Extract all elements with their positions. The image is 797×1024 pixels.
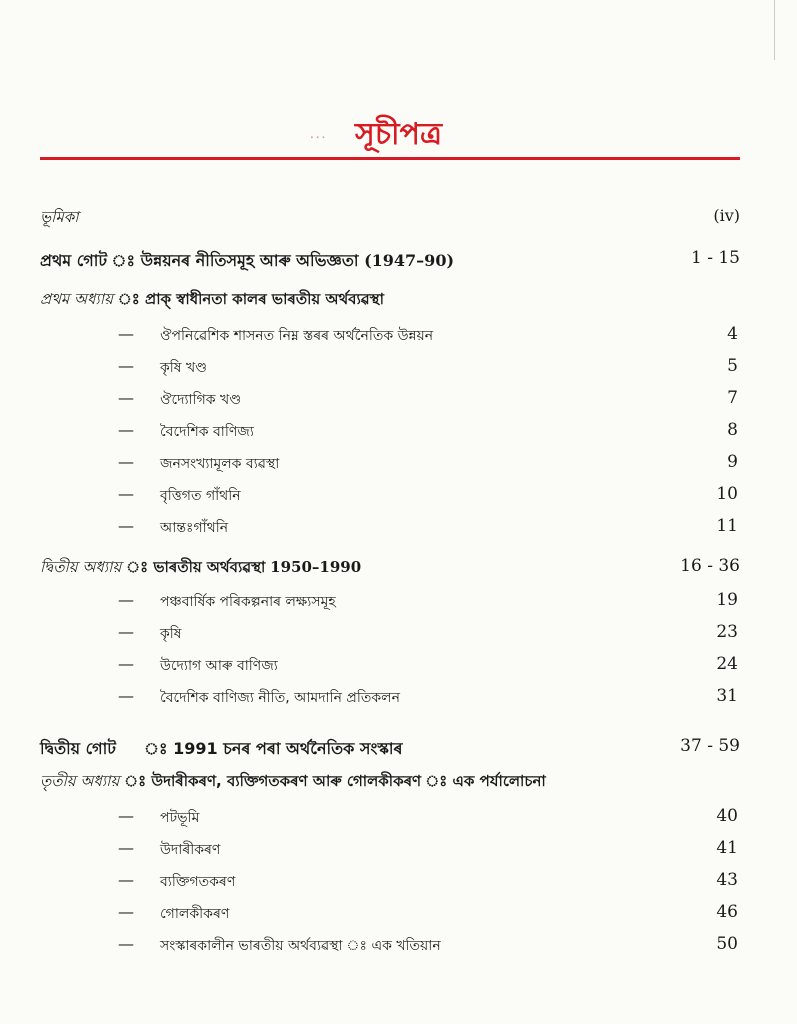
toc-item-label: বৃত্তিগত গাঁথনি (160, 488, 241, 504)
unit-years: (1947–90) (364, 251, 455, 270)
toc-item-label: গোলকীকৰণ (160, 906, 230, 922)
toc-chapter-3[interactable] (40, 770, 740, 798)
toc-item[interactable] (40, 388, 740, 416)
toc-item[interactable] (40, 420, 740, 448)
toc-item[interactable] (40, 686, 740, 714)
chapter-title: ঃ উদাৰীকৰণ, ব্যক্তিগতকৰণ আৰু গোলকীকৰণ ঃ এক পৰ্যালোচনা (124, 772, 546, 790)
dash-marker: — (118, 324, 134, 343)
title-decoration: ⸱⸱⸱ (310, 130, 328, 146)
toc-item-label: কৃষি খণ্ড (160, 360, 208, 376)
dash-marker: — (118, 452, 134, 471)
chapter-prefix: তৃতীয় অধ্যায় (40, 772, 120, 790)
toc-item[interactable] (40, 324, 740, 352)
toc-item-label: বৈদেশিক বাণিজ্য নীতি, আমদানি প্ৰতিকলন (160, 690, 400, 706)
toc-item-label: ব্যক্তিগতকৰণ (160, 874, 236, 890)
toc-item-label: উদ্যোগ আৰু বাণিজ্য (160, 658, 278, 674)
dash-marker: — (118, 622, 134, 641)
dash-marker: — (118, 356, 134, 375)
toc-item[interactable] (40, 356, 740, 384)
toc-entry-intro[interactable] (40, 206, 740, 234)
toc-item-page: 9 (727, 452, 738, 472)
toc-chapter-1[interactable] (40, 288, 740, 316)
toc-item[interactable] (40, 590, 740, 618)
toc-item-label: জনসংখ্যামূলক ব্যৱস্থা (160, 456, 280, 472)
toc-item[interactable] (40, 806, 740, 834)
toc-item-label: পঞ্চবাৰ্ষিক পৰিকল্পনাৰ লক্ষ্যসমূহ (160, 594, 336, 610)
toc-unit-1[interactable] (40, 248, 740, 276)
toc-item-page: 41 (716, 838, 738, 858)
toc-item[interactable] (40, 452, 740, 480)
toc-item[interactable] (40, 838, 740, 866)
chapter-prefix: প্ৰথম অধ্যায় (40, 290, 113, 308)
toc-item-page: 11 (716, 516, 738, 536)
dash-marker: — (118, 902, 134, 921)
toc-unit-2[interactable] (40, 736, 740, 764)
dash-marker: — (118, 806, 134, 825)
unit-title: প্ৰথম গোট ঃ উন্নয়নৰ নীতিসমূহ আৰু অভিজ্ঞতা (40, 251, 359, 270)
toc-item[interactable] (40, 934, 740, 962)
unit-subtitle: ঃ 1991 চনৰ পৰা অৰ্থনৈতিক সংস্কাৰ (167, 739, 403, 758)
toc-item-page: 31 (716, 686, 738, 706)
toc-item-label: পটভূমি (160, 810, 200, 826)
toc-item-page: 19 (716, 590, 738, 610)
toc-entry-page: 1 - 15 (691, 248, 740, 268)
toc-item[interactable] (40, 654, 740, 682)
toc-item[interactable] (40, 902, 740, 930)
toc-item-page: 46 (716, 902, 738, 922)
toc-item-page: 5 (727, 356, 738, 376)
toc-item[interactable] (40, 516, 740, 544)
toc-item-label: উদাৰীকৰণ (160, 842, 221, 858)
toc-item-label: ঔপনিৱেশিক শাসনত নিম্ন স্তৰৰ অৰ্থনৈতিক উন্নয়ন (160, 328, 434, 344)
toc-item-page: 8 (727, 420, 738, 440)
toc-item-page: 43 (716, 870, 738, 890)
toc-item-label: সংস্কাৰকালীন ভাৰতীয় অৰ্থব্যৱস্থা ঃ এক খতিয়ান (160, 938, 441, 954)
dash-marker: — (118, 686, 134, 705)
toc-chapter-2[interactable] (40, 556, 740, 584)
chapter-prefix: দ্বিতীয় অধ্যায় (40, 558, 122, 576)
toc-item[interactable] (40, 484, 740, 512)
toc-item-label: কৃষি (160, 626, 182, 642)
dash-marker: — (118, 870, 134, 889)
dash-marker: — (118, 484, 134, 503)
dash-marker: — (118, 590, 134, 609)
toc-item-label: ঔদ্যোগিক খণ্ড (160, 392, 242, 408)
toc-entry-page: 37 - 59 (680, 736, 740, 756)
toc-item-page: 7 (727, 388, 738, 408)
dash-marker: — (118, 388, 134, 407)
chapter-title: ঃ প্ৰাক্ স্বাধীনতা কালৰ ভাৰতীয় অৰ্থব্যৱস্থা (117, 290, 384, 308)
toc-item-page: 40 (716, 806, 738, 826)
toc-item-page: 50 (716, 934, 738, 954)
page-edge-mark (774, 0, 789, 60)
dash-marker: — (118, 516, 134, 535)
toc-entry-page: (iv) (713, 206, 740, 225)
toc-item-label: বৈদেশিক বাণিজ্য (160, 424, 254, 440)
toc-entry-page: 16 - 36 (680, 556, 740, 576)
toc-item-page: 24 (716, 654, 738, 674)
dash-marker: — (118, 934, 134, 953)
toc-item-page: 10 (716, 484, 738, 504)
toc-item-label: আন্তঃগাঁথনি (160, 520, 229, 536)
chapter-title: ঃ ভাৰতীয় অৰ্থব্যৱস্থা (126, 558, 266, 576)
toc-item[interactable] (40, 870, 740, 898)
dash-marker: — (118, 654, 134, 673)
dash-marker: — (118, 838, 134, 857)
toc-item[interactable] (40, 622, 740, 650)
toc-entry-label: ভূমিকা (40, 208, 79, 226)
dash-marker: — (118, 420, 134, 439)
chapter-years: 1950–1990 (270, 558, 362, 576)
toc-item-page: 4 (727, 324, 738, 344)
title-divider (40, 157, 740, 160)
page-title: সূচীপত্ৰ (355, 117, 442, 152)
unit-title: দ্বিতীয় গোট (40, 739, 116, 758)
toc-item-page: 23 (716, 622, 738, 642)
